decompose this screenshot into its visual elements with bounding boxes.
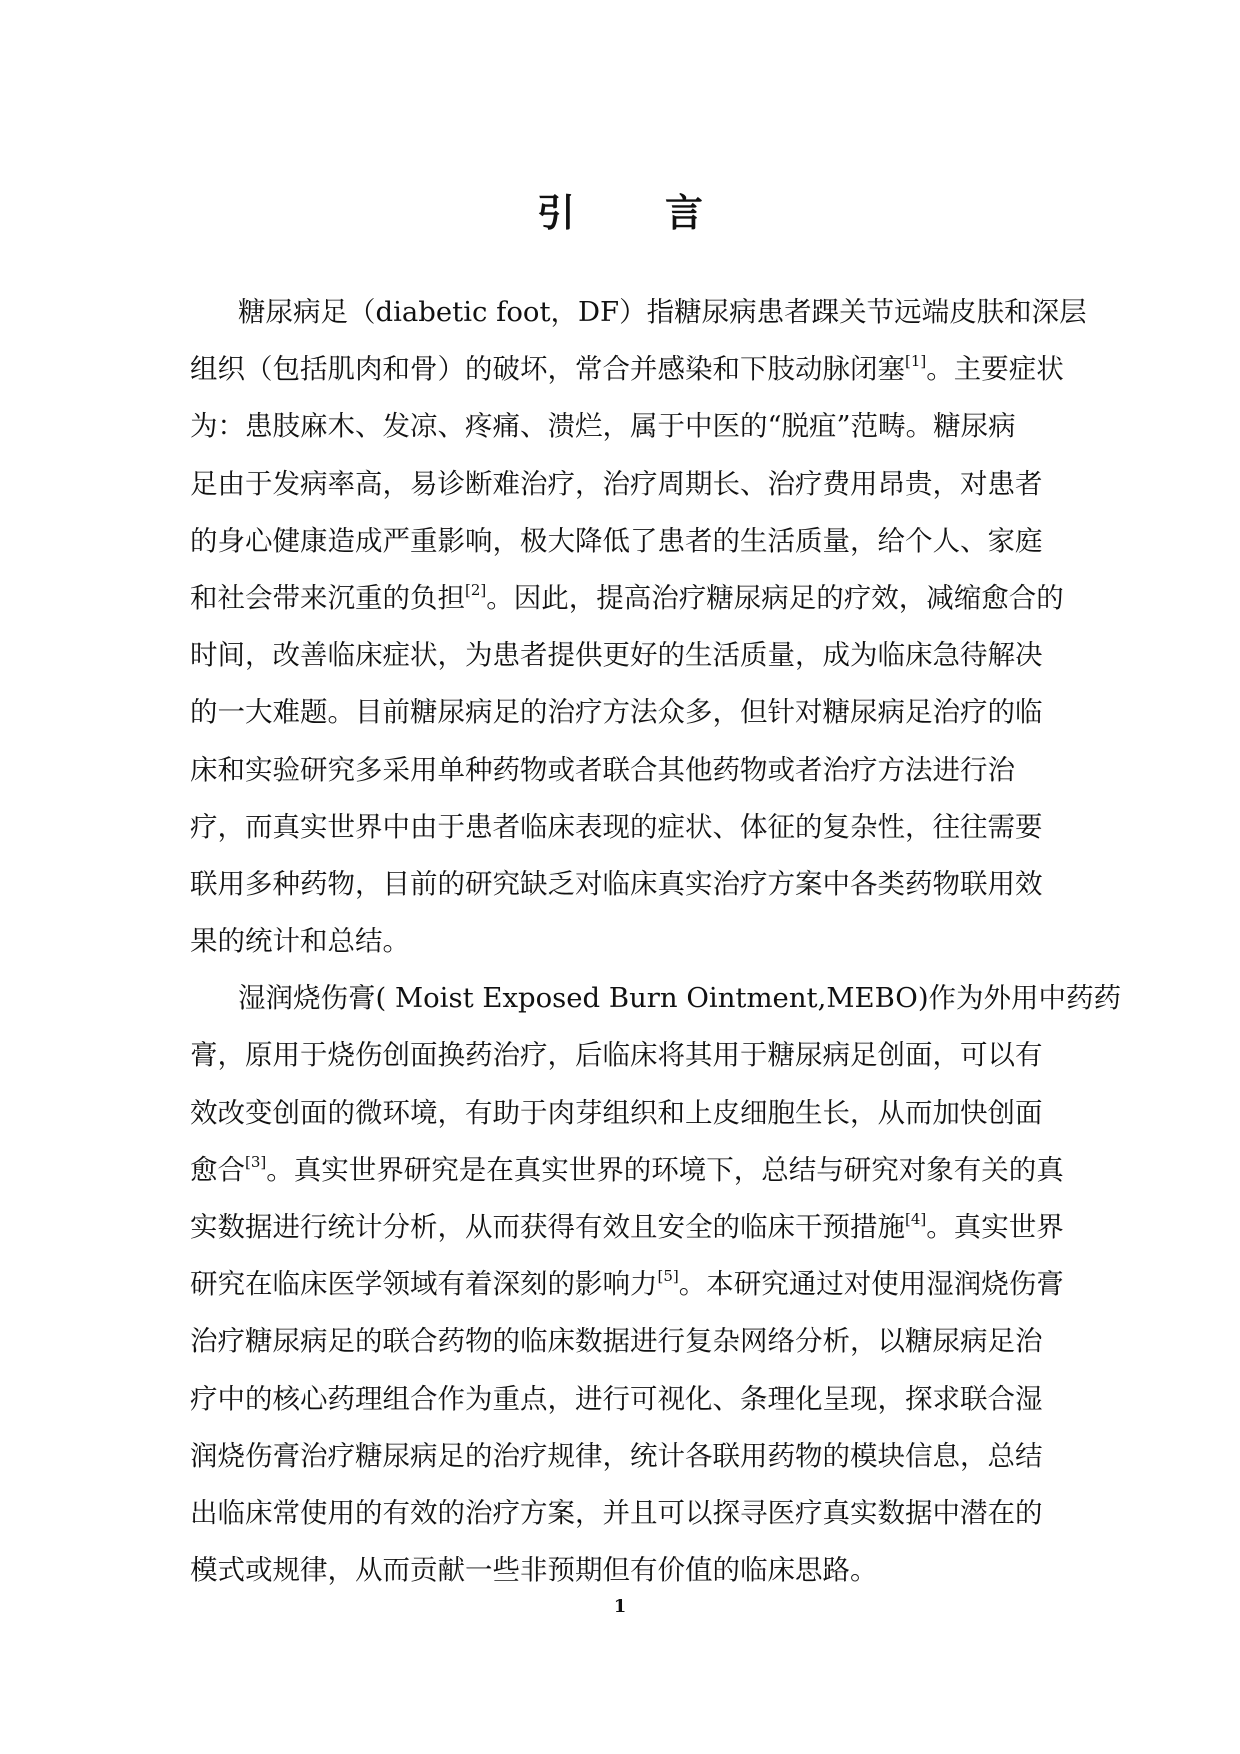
page-title: 引 言 bbox=[536, 191, 729, 235]
body-text bbox=[190, 284, 1122, 1599]
text-line: 润烧伤膏治疗糖尿病足的治疗规律，统计各联用药物的模块信息，总结 bbox=[190, 1439, 1043, 1472]
text-segment: 研究在临床医学领域有着深刻的影响力 bbox=[190, 1268, 658, 1301]
text-line: 湿润烧伤膏( Moist Exposed Burn Ointment,MEBO)作为外用中药药 bbox=[238, 982, 1122, 1015]
text-segment: 愈合 bbox=[190, 1153, 245, 1186]
text-line: 的一大难题。目前糖尿病足的治疗方法众多，但针对糖尿病足治疗的临 bbox=[190, 696, 1043, 729]
text-line: 出临床常使用的有效的治疗方案，并且可以探寻医疗真实数据中潜在的 bbox=[190, 1496, 1043, 1529]
text-segment: 。因此，提高治疗糖尿病足的疗效，减缩愈合的 bbox=[486, 581, 1064, 614]
text-line: 膏，原用于烧伤创面换药治疗，后临床将其用于糖尿病足创面，可以有 bbox=[190, 1039, 1043, 1072]
text-line bbox=[190, 1256, 1082, 1313]
page-number: 1 bbox=[613, 1596, 627, 1617]
text-line bbox=[190, 1142, 1082, 1199]
text-line: 糖尿病足（diabetic foot，DF）指糖尿病患者踝关节远端皮肤和深层 bbox=[238, 296, 1087, 328]
text-segment: 实数据进行统计分析，从而获得有效且安全的临床干预措施 bbox=[190, 1211, 905, 1243]
text-segment: 和社会带来沉重的负担 bbox=[190, 581, 465, 614]
text-line: 的身心健康造成严重影响，极大降低了患者的生活质量，给个人、家庭 bbox=[190, 524, 1043, 557]
text-line: 效改变创面的微环境，有助于肉芽组织和上皮细胞生长，从而加快创面 bbox=[190, 1096, 1043, 1129]
citation-ref: [1] bbox=[905, 352, 927, 371]
text-line: 时间，改善临床症状，为患者提供更好的生活质量，成为临床急待解决 bbox=[190, 639, 1043, 672]
text-segment: 。主要症状 bbox=[926, 353, 1064, 386]
paragraph-1 bbox=[190, 284, 1087, 970]
text-line bbox=[190, 341, 1082, 398]
citation-ref: [5] bbox=[657, 1267, 679, 1286]
text-line: 为：患肢麻木、发凉、疼痛、溃烂，属于中医的“脱疽”范畴。糖尿病 bbox=[190, 410, 1016, 443]
text-segment: 。真实世界研究是在真实世界的环境下，总结与研究对象有关的真 bbox=[266, 1153, 1064, 1186]
text-segment: 组织（包括肌肉和骨）的破坏，常合并感染和下肢动脉闭塞 bbox=[190, 353, 905, 386]
text-line bbox=[190, 1199, 1082, 1256]
text-line bbox=[190, 570, 1082, 627]
text-line: 疗，而真实世界中由于患者临床表现的症状、体征的复杂性，往往需要 bbox=[190, 810, 1043, 843]
text-line: 模式或规律，从而贡献一些非预期但有价值的临床思路。 bbox=[190, 1554, 878, 1587]
citation-ref: [4] bbox=[905, 1210, 927, 1228]
citation-ref: [2] bbox=[465, 580, 487, 599]
text-line: 治疗糖尿病足的联合药物的临床数据进行复杂网络分析，以糖尿病足治 bbox=[190, 1325, 1043, 1358]
text-line: 联用多种药物，目前的研究缺乏对临床真实治疗方案中各类药物联用效 bbox=[190, 867, 1043, 900]
text-line: 床和实验研究多采用单种药物或者联合其他药物或者治疗方法进行治 bbox=[190, 753, 1015, 786]
text-line: 果的统计和总结。 bbox=[190, 925, 410, 958]
text-segment: 。真实世界 bbox=[926, 1211, 1064, 1243]
text-line: 疗中的核心药理组合作为重点，进行可视化、条理化呈现，探求联合湿 bbox=[190, 1382, 1043, 1415]
text-segment: 。本研究通过对使用湿润烧伤膏 bbox=[678, 1268, 1064, 1301]
paragraph-2 bbox=[190, 970, 1122, 1599]
citation-ref: [3] bbox=[245, 1152, 267, 1171]
text-line: 足由于发病率高，易诊断难治疗，治疗周期长、治疗费用昂贵，对患者 bbox=[190, 467, 1043, 500]
